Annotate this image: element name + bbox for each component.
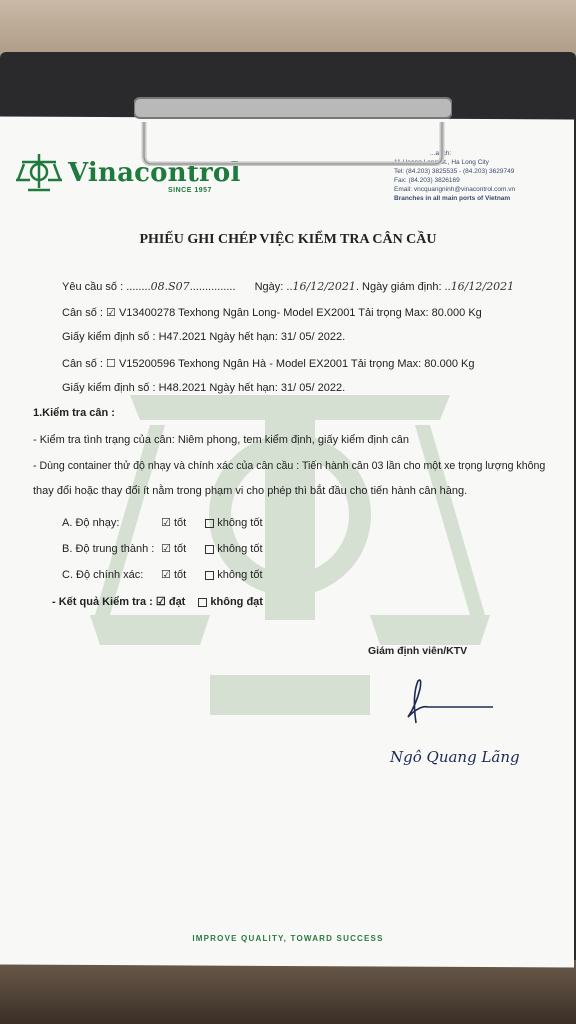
checkbox-empty-icon bbox=[205, 571, 214, 580]
request-number: 08.S07 bbox=[150, 280, 190, 293]
check-good-option: ☑ tốt bbox=[161, 543, 187, 555]
check-bad-option bbox=[205, 517, 262, 529]
inspector-title: Giám định viên/KTV bbox=[368, 645, 468, 657]
result-row bbox=[52, 595, 263, 608]
check-label: B. Độ trung thành : bbox=[62, 543, 155, 555]
check-bad-option bbox=[205, 569, 262, 581]
check-bad-label: không tốt bbox=[217, 569, 263, 581]
result-good-label: đạt bbox=[168, 596, 186, 608]
address-line: 11 Hoang Long St., Ha Long City bbox=[394, 159, 489, 166]
inspection-date-value: 16/12/2021 bbox=[450, 280, 515, 293]
check-good-label: tốt bbox=[173, 569, 187, 581]
check-good-label: tốt bbox=[173, 543, 187, 555]
signature-icon bbox=[398, 675, 498, 730]
scale-2-line: Cân số : ☐ V15200596 Texhong Ngân Hà - Model EX2001 Tải trọng Max: 80.000 Kg bbox=[62, 358, 475, 370]
check-good-option: ☑ tốt bbox=[161, 569, 187, 581]
check-good-label: tốt bbox=[173, 517, 187, 529]
address-line: Branches in all main ports of Vietnam bbox=[394, 195, 511, 202]
request-line bbox=[62, 280, 514, 293]
checkbox-empty-icon bbox=[205, 519, 214, 528]
section-item: thay đổi hoặc thay đổi ít nằm trong phạm vi cho phép thì bắt đầu cho tiến hành cân hàng. bbox=[33, 485, 468, 497]
address-line: Email: vncquangninh@vinacontrol.com.vn bbox=[394, 186, 516, 193]
scale-1-certificate: Giấy kiểm định số : H47.2021 Ngày hết hạn: 31/ 05/ 2022. bbox=[62, 331, 346, 343]
check-bad-label: không tốt bbox=[217, 543, 263, 555]
check-label: C. Độ chính xác: bbox=[62, 569, 144, 581]
address-line: ...anch: bbox=[430, 150, 452, 157]
check-good-option: ☑ tốt bbox=[161, 517, 187, 529]
check-row-sensitivity bbox=[62, 516, 263, 529]
background-floor bbox=[0, 960, 576, 1024]
result-good-option: ☑ đạt bbox=[155, 596, 186, 608]
section-item: - Kiểm tra tình trạng của cân: Niêm phong, tem kiểm định, giấy kiểm định cân bbox=[33, 434, 410, 446]
date-value: 16/12/2021 bbox=[292, 280, 356, 293]
clipboard-clip-icon bbox=[134, 94, 452, 166]
address-line: Fax: (84.203) 3826169 bbox=[394, 177, 460, 184]
check-row-consistency bbox=[62, 542, 263, 555]
logo-wordmark: Vinacontrol bbox=[68, 158, 241, 188]
result-bad-option bbox=[198, 596, 263, 608]
check-bad-label: không tốt bbox=[217, 517, 263, 529]
check-row-accuracy bbox=[62, 568, 263, 581]
footer-slogan: IMPROVE QUALITY, TOWARD SUCCESS bbox=[192, 934, 384, 943]
check-label: A. Độ nhạy: bbox=[62, 517, 120, 529]
document-title: PHIẾU GHI CHÉP VIỆC KIỂM TRA CÂN CẦU bbox=[139, 232, 437, 247]
request-dots: ............... bbox=[189, 281, 236, 293]
date-label: Ngày: .. bbox=[254, 281, 293, 293]
inspector-name: Ngô Quang Lãng bbox=[390, 748, 520, 766]
section-item: - Dùng container thử độ nhạy và chính xác của cân cầu : Tiến hành cân 03 lần cho một xe trọng lượng không bbox=[33, 460, 546, 472]
scale-2-certificate: Giấy kiểm định số : H48.2021 Ngày hết hạn: 31/ 05/ 2022. bbox=[62, 382, 346, 394]
section-heading: 1.Kiểm tra cân : bbox=[33, 407, 115, 419]
result-label: - Kết quả Kiểm tra : bbox=[52, 596, 153, 608]
address-line: Tel: (84.203) 3825535 - (84.203) 3629749 bbox=[394, 168, 515, 175]
request-label: Yêu cầu số : ........ bbox=[62, 281, 151, 293]
scale-1-line: Cân số : ☑ V13400278 Texhong Ngân Long- Model EX2001 Tải trọng Max: 80.000 Kg bbox=[62, 307, 482, 319]
checkbox-empty-icon bbox=[198, 598, 207, 607]
result-bad-label: không đạt bbox=[210, 596, 263, 608]
inspection-date-label: . Ngày giám định: .. bbox=[355, 281, 451, 293]
logo-since: SINCE 1957 bbox=[168, 187, 212, 194]
check-bad-option bbox=[205, 543, 262, 555]
checkbox-empty-icon bbox=[205, 545, 214, 554]
